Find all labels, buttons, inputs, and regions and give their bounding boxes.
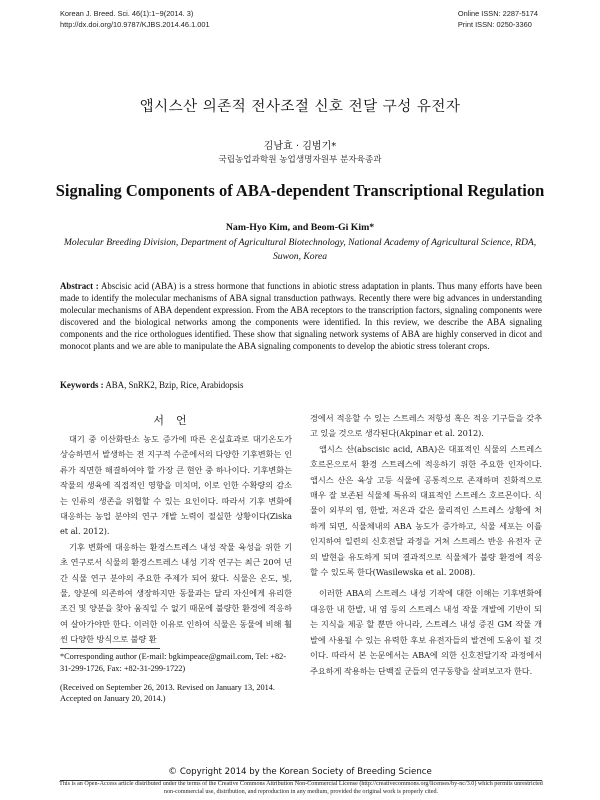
- footnote-divider: [60, 648, 160, 649]
- keywords: [60, 380, 542, 390]
- english-title: Signaling Components of ABA-dependent Transcriptional Regulation: [55, 181, 545, 200]
- korean-affiliation: 국립농업과학원 농업생명자원부 분자육종과: [218, 155, 382, 165]
- abstract: [60, 280, 542, 353]
- footnote: [60, 651, 292, 705]
- journal-citation: Korean J. Breed. Sci. 46(1):1~9(2014. 3): [60, 9, 194, 18]
- print-issn: Print ISSN: 0250-3360: [457, 20, 532, 29]
- online-issn: Online ISSN: 2287-5174: [457, 9, 538, 18]
- license-notice: This is an Open-Access article distributed under the terms of the Creative Commons Attribution Non-Commercial License (http://creativecommons.org/licenses/by-nc/3.0) which permits unrestricted non-commercial use, distribution, and reproduction in any medium, provided the original work is properly cited.: [59, 781, 543, 795]
- left-paragraph-2: 기후 변화에 대응하는 환경스트레스 내성 작물 육성을 위한 기초 연구로서 식물의 환경스트레스 내성 기작 연구는 최근 20여 년간 식물 연구 분야의 주요한 주제가 되어 왔다. 식물은 온도, 빛, 물, 양분에 의존하여 생장하지만 동물과는 달리 자신에게 유리한 조건 및 양분을 찾아 움직일 수 없기 때문에 불량한 환경에 적응하여 살아가야만 한다. 이러한 이유로 인하여 식물은 동물에 비해 훨씬 다양한 방식으로 불량 환: [60, 541, 292, 645]
- abstract-label: Abstract :: [60, 281, 99, 291]
- right-paragraph-3: 이러한 ABA의 스트레스 내성 기작에 대한 이해는 기후변화에 대응한 내 한발, 내 염 등의 스트레스 내성 작물 개발에 기반이 되는 지식을 제공 할 뿐만 아니라, 스트레스 내성 증진 GM 작물 개발에 사용될 수 있는 유력한 후보 유전자들의 발견에 도움이 될 것이다. 따라서 본 논문에서는 ABA에 의한 신호전달기작 과정에서 주요하게 작용하는 단백질 군들의 연구동향을 살펴보고자 한다.: [310, 588, 542, 676]
- copyright-text: Copyright 2014 by the Korean Society of Breeding Science: [179, 767, 432, 777]
- korean-title: 앱시스산 의존적 전사조절 신호 전달 구성 유전자: [139, 99, 461, 115]
- english-authors: Nam-Hyo Kim, and Beom-Gi Kim*: [225, 222, 375, 233]
- received-dates: (Received on September 26, 2013. Revised on January 13, 2014. Accepted on January 20, 2014.): [60, 682, 275, 704]
- journal-header-left: [60, 8, 210, 30]
- right-paragraph-2: 앱시스 산(abscisic acid, ABA)은 대표적인 식물의 스트레스 호르몬으로서 환경 스트레스에 적응하기 위한 주요한 인자이다. 앱시스 산은 육상 고등 식물에 공통적으로 존재하며 진화적으로 매우 잘 보존된 식물체 특유의 대표적인 스트레스 호르몬이다. 식물이 외부의 염, 한발, 저온과 같은 물리적인 스트레스 상황에 처하게 되면, 식물체내의 ABA 농도가 증가하고, 식물 세포는 이를 인지하여 일련의 신호전달 과정을 거쳐 스트레스 반응 유전자 군의 발현을 유도하게 되며 결과적으로 식물체가 불량 환경에 적응할 수 있도록 한다(Wasilewska et al. 2008).: [310, 443, 542, 578]
- right-column: [310, 411, 542, 679]
- right-paragraph-1: 경에서 적응할 수 있는 스트레스 저항성 혹은 적응 기구들을 갖추고 있을 것으로 생각된다(Akpinar et al. 2012).: [310, 413, 542, 439]
- abstract-text: Abscisic acid (ABA) is a stress hormone that functions in abiotic stress adaptation in plants. Thus many efforts have been made to identify the molecular mechanisms of ABA signal transduction pathways. Recently there were big advances in understanding molecular mechanisms of ABA dependent expression. From the ABA receptors to the transcription factors, signaling components were discovered and the biological networks among the components were identified. In this review, we describe the ABA signaling components and the rice orthologues identified. These show that signaling network systems of ABA are highly conserved in dicot and monocot plants and we are able to manipulate the ABA signaling components to develop the abiotic stress tolerant crops.: [60, 281, 542, 352]
- section-title-introduction: 서언: [153, 414, 199, 427]
- left-paragraph-1: 대기 중 이산화탄소 농도 증가에 따른 온실효과로 대기온도가 상승하면서 발생하는 전 지구적 수준에서의 다양한 기후변화는 인류가 직면한 해결하여야 할 가장 큰 현안 중 하나이다. 기후변화는 작물의 생육에 직접적인 영향을 미치며, 이로 인한 수확량의 감소는 인류의 생존을 위협할 수 있는 요인이다. 따라서 기후 변화에 대응하는 농업 분야의 연구 개발 노력이 절실한 상황이다(Ziska et al. 2012).: [60, 434, 292, 537]
- korean-authors: 김남효 · 김범기*: [263, 141, 337, 152]
- copyright-symbol: ©: [168, 767, 178, 777]
- corresponding-author: *Corresponding author (E-mail: bgkimpeace@gmail.com, Tel: +82-31-299-1726, Fax: +82-31-299-1722): [60, 652, 287, 673]
- copyright-line: [0, 767, 600, 777]
- doi-link[interactable]: http://dx.doi.org/10.9787/KJBS.2014.46.1.001: [60, 20, 210, 29]
- left-column: [60, 432, 292, 648]
- keywords-label: Keywords :: [60, 380, 104, 390]
- keywords-text: ABA, SnRK2, Bzip, Rice, Arabidopsis: [105, 380, 244, 390]
- journal-header-right: [458, 8, 538, 30]
- english-affiliation: Molecular Breeding Division, Department of Agricultural Biotechnology, National Academy of Agricultural Science, RDA, Suwon, Korea: [63, 237, 537, 262]
